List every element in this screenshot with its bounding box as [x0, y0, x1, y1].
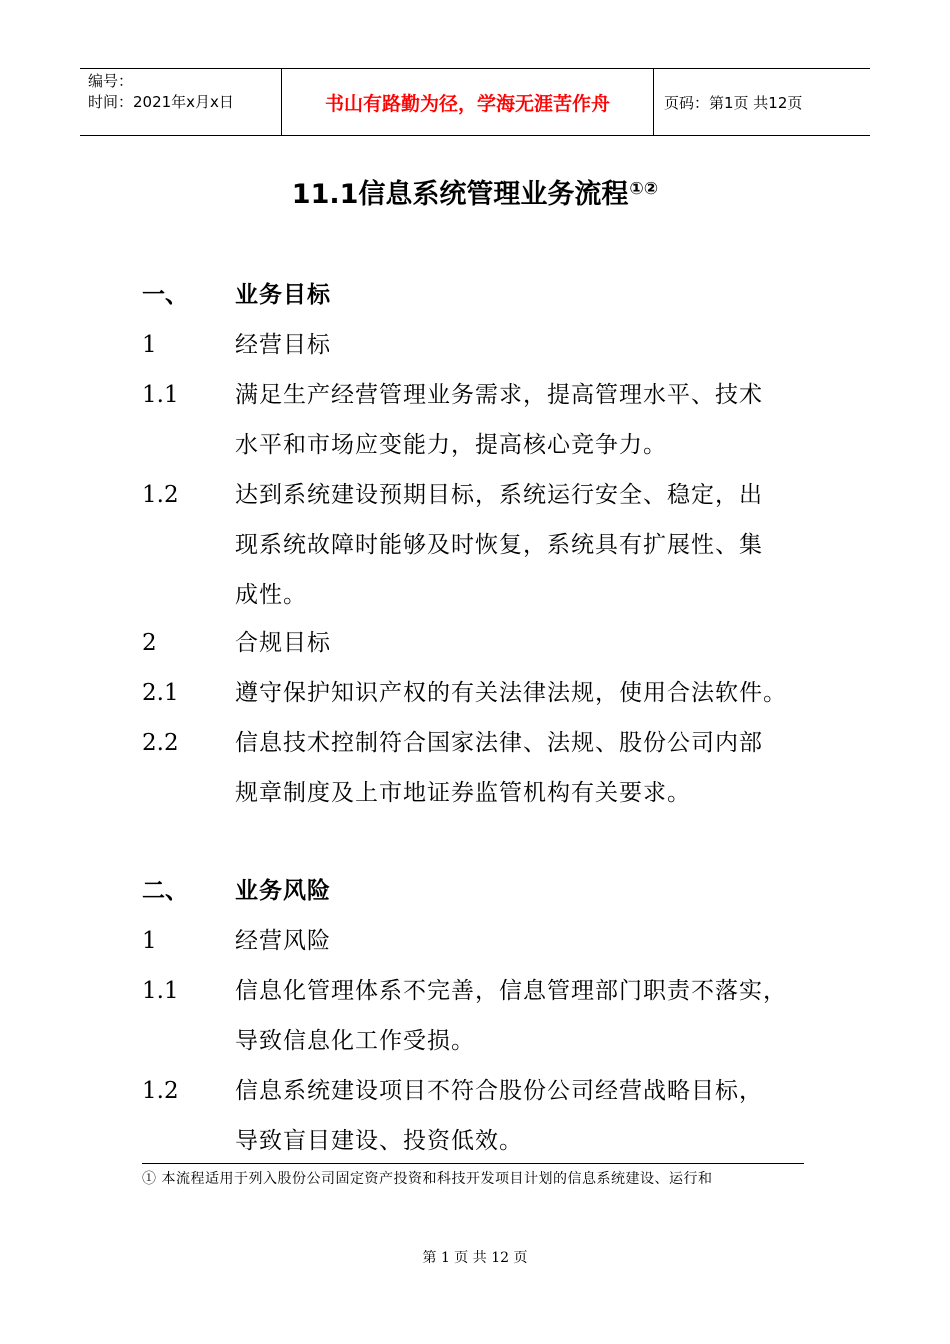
item-text [235, 966, 822, 1066]
item-title: 经营风险 [235, 928, 331, 954]
title-footnote-marks: ①② [629, 179, 659, 199]
item-line: 导致信息化工作受损。 [235, 1028, 475, 1054]
item-line: 成性。 [235, 582, 307, 608]
footnote-divider [142, 1163, 804, 1164]
item-line: 信息技术控制符合国家法律、法规、股份公司内部 [235, 730, 763, 756]
item-number: 2.1 [142, 680, 179, 706]
item-title: 经营目标 [235, 332, 331, 358]
section-number: 一、 [142, 282, 188, 308]
item-line: 遵守保护知识产权的有关法律法规，使用合法软件。 [235, 680, 787, 706]
header-motto: 书山有路勤为径，学海无涯苦作舟 [282, 69, 654, 135]
header-page-info: 页码：第1页 共12页 [664, 93, 803, 112]
header-meta [80, 69, 282, 135]
section-title: 业务风险 [235, 878, 331, 904]
item-number: 2 [142, 630, 157, 656]
item-number: 1.1 [142, 978, 179, 1004]
item-line: 现系统故障时能够及时恢复，系统具有扩展性、集 [235, 532, 763, 558]
date-label: 时间：2021年x月x日 [88, 93, 234, 111]
section-title: 业务目标 [235, 282, 331, 308]
code-label: 编号： [88, 72, 134, 90]
item-number: 1.2 [142, 1078, 179, 1104]
item-line: 信息化管理体系不完善，信息管理部门职责不落实， [235, 978, 787, 1004]
item-line: 信息系统建设项目不符合股份公司经营战略目标， [235, 1078, 763, 1104]
item-number: 2.2 [142, 730, 179, 756]
document-title [0, 172, 950, 211]
item-text [235, 370, 822, 470]
item-line: 满足生产经营管理业务需求，提高管理水平、技术 [235, 382, 763, 408]
item-text [235, 1066, 822, 1166]
item-text [235, 668, 822, 718]
item-number: 1 [142, 928, 157, 954]
item-text [235, 470, 822, 620]
footnote: ① 本流程适用于列入股份公司固定资产投资和科技开发项目计划的信息系统建设、运行和 [142, 1171, 713, 1187]
item-number: 1 [142, 332, 157, 358]
item-title: 合规目标 [235, 630, 331, 656]
item-line: 水平和市场应变能力，提高核心竞争力。 [235, 432, 667, 458]
item-number: 1.2 [142, 482, 179, 508]
item-line: 规章制度及上市地证券监管机构有关要求。 [235, 780, 691, 806]
section-number: 二、 [142, 878, 188, 904]
item-line: 达到系统建设预期目标，系统运行安全、稳定，出 [235, 482, 763, 508]
page-header [80, 68, 870, 136]
title-text: 11.1信息系统管理业务流程 [291, 179, 629, 210]
item-line: 导致盲目建设、投资低效。 [235, 1128, 523, 1154]
page-footer: 第 1 页 共 12 页 [422, 1250, 528, 1266]
item-text [235, 718, 822, 818]
item-number: 1.1 [142, 382, 179, 408]
